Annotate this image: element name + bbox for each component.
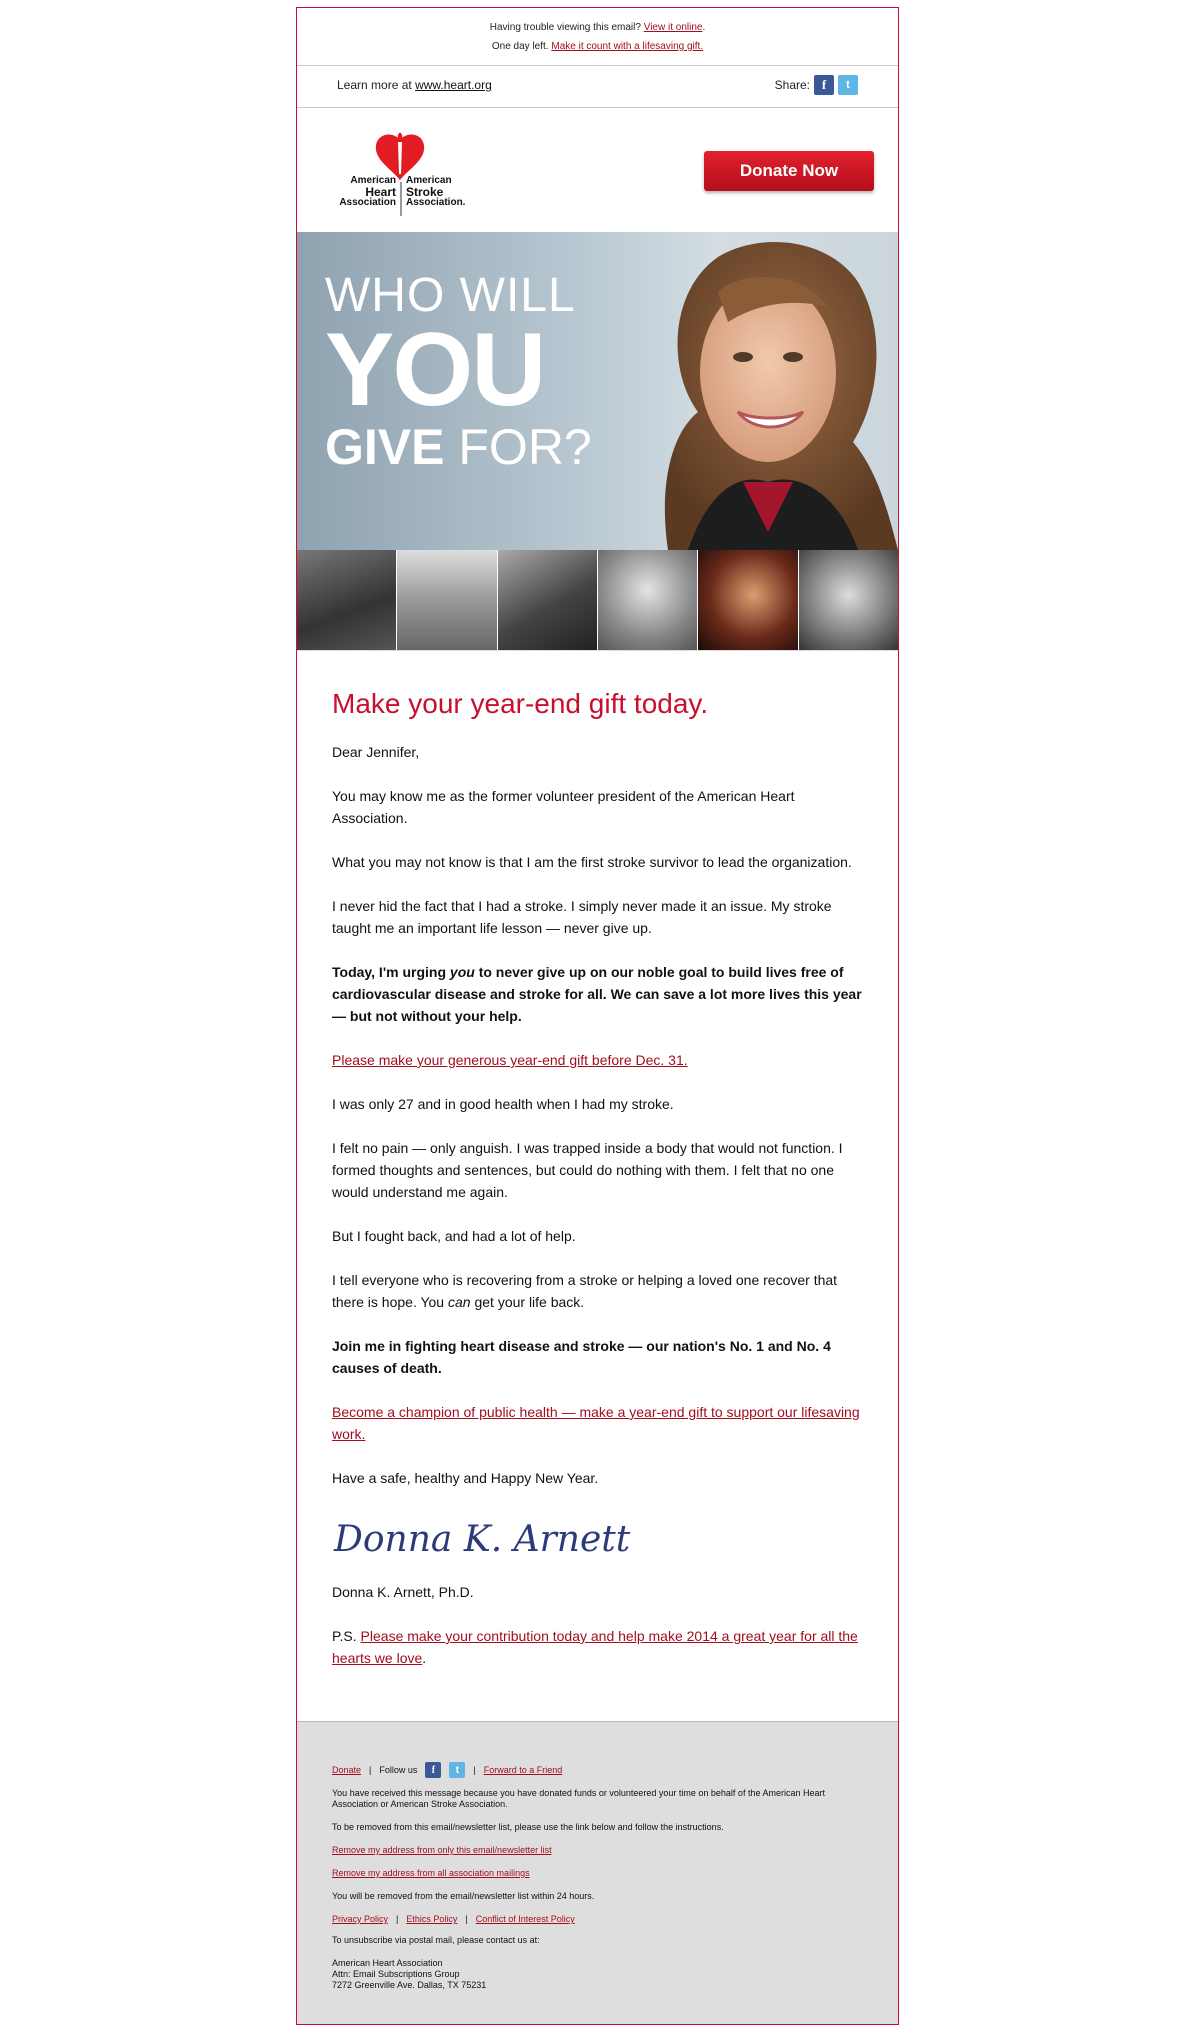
paragraph: I tell everyone who is recovering from a stroke or helping a loved one recover that there is hope. You can get your life back. xyxy=(332,1272,838,1310)
paragraph: I never hid the fact that I had a stroke. I simply never made it an issue. My stroke taught me an important life lesson — never give up. xyxy=(332,898,832,936)
paragraph: I felt no pain — only anguish. I was trapped inside a body that would not function. I formed thoughts and sentences, but could do nothing with them. I felt that no one would understand me again. xyxy=(332,1140,843,1200)
letter-body xyxy=(297,651,898,1669)
couple-photo xyxy=(498,550,598,650)
postal-address: American Heart Association Attn: Email Subscriptions Group 7272 Greenville Ave. Dallas, TX 75231 xyxy=(332,1958,487,1990)
paragraph: But I fought back, and had a lot of help. xyxy=(332,1228,576,1244)
ps-contribution-link[interactable]: Please make your contribution today and help make 2014 a great year for all the hearts we love xyxy=(332,1628,858,1666)
share-label: Share: xyxy=(774,78,810,92)
removal-timing: You will be removed from the email/newsletter list within 24 hours. xyxy=(332,1891,595,1901)
twitter-icon[interactable]: t xyxy=(838,75,858,95)
child-heart-photo xyxy=(598,550,698,650)
greeting: Dear Jennifer, xyxy=(332,744,420,760)
facebook-icon[interactable]: f xyxy=(814,75,834,95)
paragraph: You may know me as the former volunteer president of the American Heart Association. xyxy=(332,788,795,826)
signature-image xyxy=(332,1507,863,1567)
signer-name: Donna K. Arnett, Ph.D. xyxy=(332,1584,474,1600)
headline: Make your year-end gift today. xyxy=(332,688,709,719)
received-notice: You have received this message because you have donated funds or volunteered your time on behalf of the American Heart Association or American Stroke Association. xyxy=(332,1788,825,1809)
email-container xyxy=(296,7,899,2025)
privacy-policy-link[interactable]: Privacy Policy xyxy=(332,1914,389,1924)
trouble-text: Having trouble viewing this email? xyxy=(489,22,641,33)
footer-donate-link[interactable]: Donate xyxy=(332,1764,362,1775)
removal-info: To be removed from this email/newsletter list, please use the link below and follow the instructions. xyxy=(332,1822,724,1832)
paragraph: What you may not know is that I am the first stroke survivor to lead the organization. xyxy=(332,854,852,870)
preheader: Having trouble viewing this email? View it online. One day left. Make it count with a lifesaving gift. xyxy=(297,8,898,66)
paragraph: I was only 27 and in good health when I had my stroke. xyxy=(332,1096,674,1112)
paragraph: Have a safe, healthy and Happy New Year. xyxy=(332,1470,599,1486)
header xyxy=(297,108,898,232)
portrait-image xyxy=(628,232,898,550)
family-photo xyxy=(297,550,397,650)
follow-us-label: Follow us xyxy=(379,1764,418,1775)
policy-links: Privacy Policy | Ethics Policy | Conflict of Interest Policy xyxy=(332,1914,575,1924)
champion-link[interactable]: Become a champion of public health — make a year-end gift to support our lifesaving work. xyxy=(332,1404,860,1442)
hero-headline: WHO WILL YOU GIVE FOR? xyxy=(325,269,592,475)
bold-paragraph: Join me in fighting heart disease and stroke — our nation's No. 1 and No. 4 causes of death. xyxy=(332,1338,831,1376)
forward-friend-link[interactable]: Forward to a Friend xyxy=(483,1764,563,1775)
postscript: P.S. Please make your contribution today and help make 2014 a great year for all the hearts we love. xyxy=(332,1628,858,1666)
svg-text:Donna K. Arnett: Donna K. Arnett xyxy=(334,1519,631,1560)
facebook-icon[interactable]: f xyxy=(425,1762,441,1778)
one-day-text: One day left. xyxy=(491,41,549,52)
share-group xyxy=(775,75,858,95)
hero-banner[interactable] xyxy=(297,232,898,550)
footer xyxy=(297,1721,898,2024)
heart-org-link[interactable]: www.heart.org xyxy=(415,78,492,92)
twitter-icon[interactable]: t xyxy=(449,1762,465,1778)
bold-paragraph: Today, I'm urging you to never give up on our noble goal to build lives free of cardiovascular disease and stroke for all. We can save a lot more lives this year — but not without your help. xyxy=(332,964,862,1024)
smiling-child-photo xyxy=(799,550,898,650)
share-bar xyxy=(297,66,898,108)
donate-now-button[interactable]: Donate Now xyxy=(704,151,874,191)
remove-all-link[interactable]: Remove my address from all association mailings xyxy=(332,1868,530,1878)
learn-more: Learn more at www.heart.org xyxy=(337,78,492,92)
speaker-photo xyxy=(698,550,798,650)
remove-this-list-link[interactable]: Remove my address from only this email/newsletter list xyxy=(332,1845,552,1855)
view-online-link[interactable]: View it online xyxy=(643,22,703,33)
conflict-policy-link[interactable]: Conflict of Interest Policy xyxy=(475,1914,575,1924)
ethics-policy-link[interactable]: Ethics Policy xyxy=(406,1914,458,1924)
photo-strip xyxy=(297,550,898,651)
footer-nav: Donate | Follow us f t | Forward to a Friend xyxy=(332,1762,863,1778)
year-end-gift-link[interactable]: Please make your generous year-end gift before Dec. 31. xyxy=(332,1052,688,1068)
aha-asa-logo[interactable]: American Heart Association American Stroke Association. xyxy=(322,128,482,218)
postal-info: To unsubscribe via postal mail, please contact us at: xyxy=(332,1935,540,1945)
outdoor-photo xyxy=(397,550,497,650)
make-it-count-link[interactable]: Make it count with a lifesaving gift. xyxy=(551,41,704,52)
